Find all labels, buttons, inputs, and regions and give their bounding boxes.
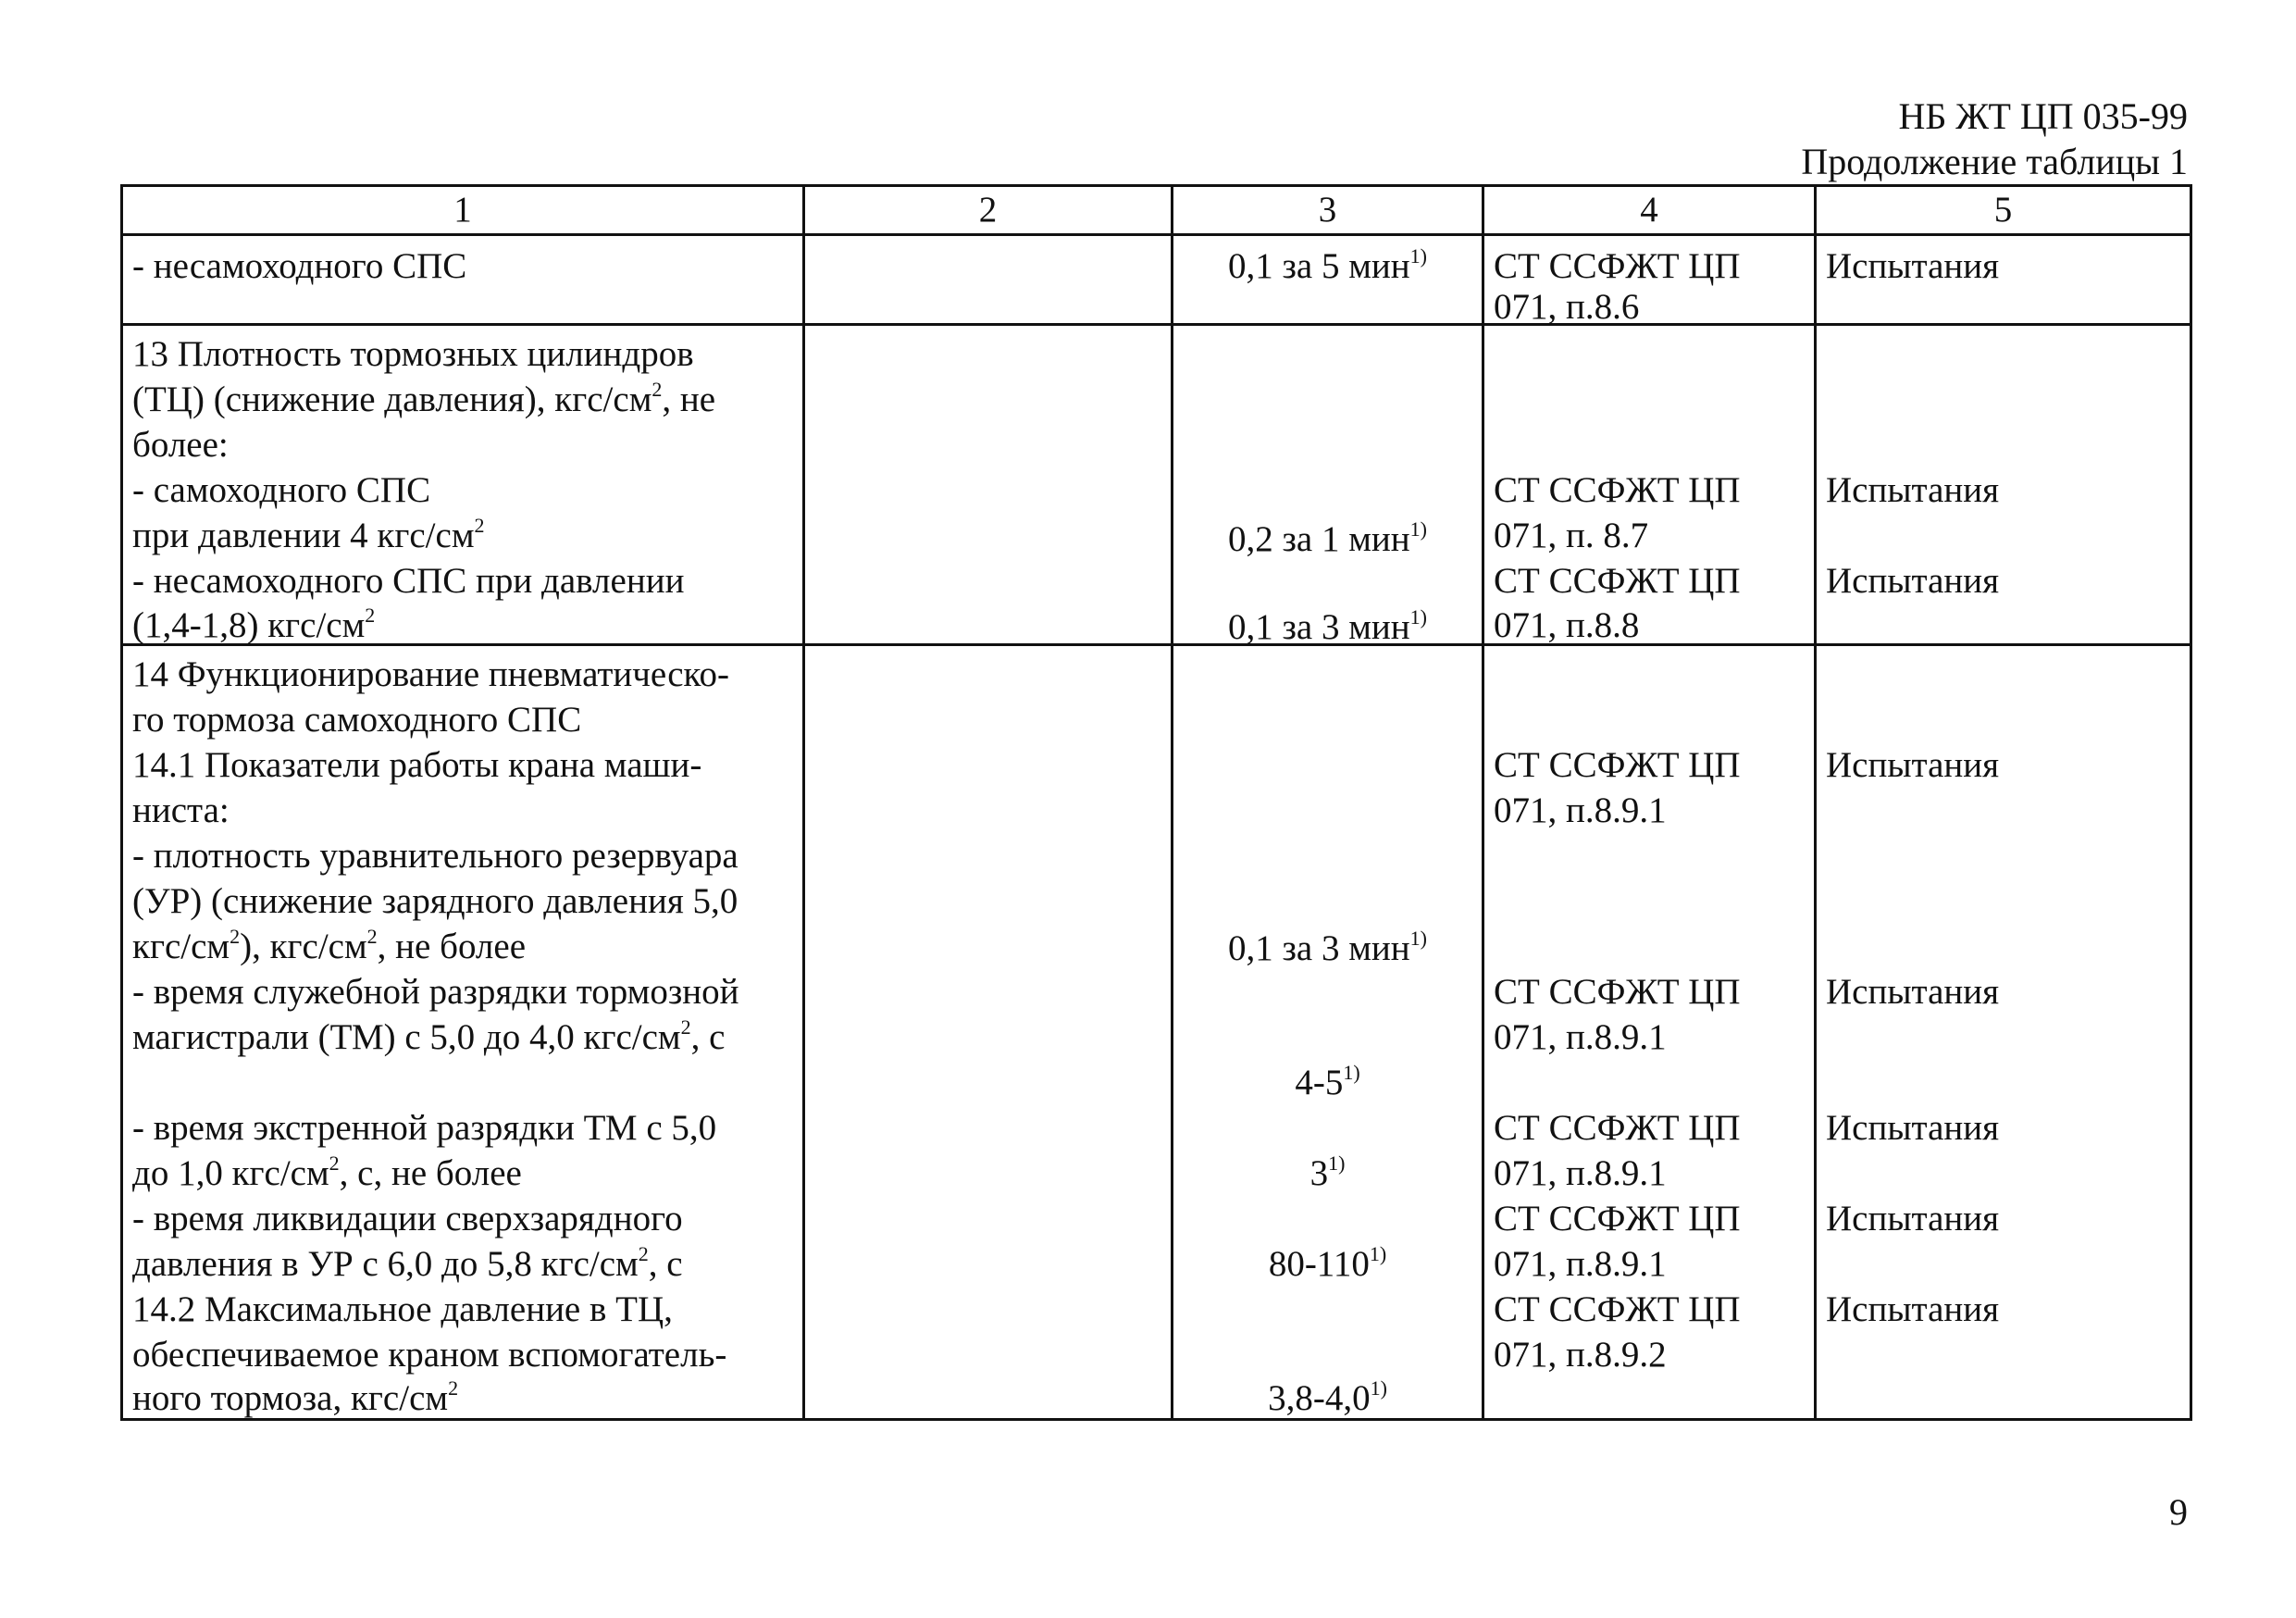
standard-line: 071, п.8.8 <box>1494 605 1640 645</box>
method-line: Испытания <box>1826 561 2000 601</box>
value-line: 0,1 за 5 мин$^{1)}$ <box>1228 244 1427 286</box>
parameter-line: кгс/$см^2$), кгс/$см^2$, не более <box>132 925 527 966</box>
parameter-line: - несамоходного СПС <box>132 246 467 286</box>
parameter-line: при давлении 4 кгс/$см^2$ <box>132 514 485 555</box>
parameter-line: го тормоза самоходного СПС <box>132 700 582 740</box>
standard-cell <box>1483 325 1816 645</box>
column-header-5: 5 <box>1816 186 2191 235</box>
table-header-row <box>122 186 2191 235</box>
parameter-line: (1,4-1,8) кгс/$см^2$ <box>132 604 376 645</box>
value-line: 0,1 за 3 мин$^{1)}$ <box>1228 927 1427 968</box>
parameter-line: 14.2 Максимальное давление в ТЦ, <box>132 1289 673 1329</box>
parameter-line: магистрали (ТМ) с 5,0 до 4,0 кгс/$см^2$, с <box>132 1015 726 1057</box>
standard-line: 071, п.8.9.1 <box>1494 790 1667 830</box>
standard-line: 071, п.8.9.2 <box>1494 1335 1667 1375</box>
method-line: Испытания <box>1826 1199 2000 1238</box>
parameter-line: (ТЦ) (снижение давления), кгс/$см^2$, не <box>132 378 716 419</box>
standard-line: СТ ССФЖТ ЦП <box>1494 1289 1741 1329</box>
method-line: Испытания <box>1826 972 2000 1012</box>
empty-cell <box>804 645 1173 1420</box>
column-header-1: 1 <box>122 186 804 235</box>
value-cell <box>1173 235 1483 325</box>
parameter-line: (УР) (снижение зарядного давления 5,0 <box>132 881 738 921</box>
value-cell <box>1173 645 1483 1420</box>
column-header-3: 3 <box>1173 186 1483 235</box>
standard-cell <box>1483 235 1816 325</box>
empty-cell <box>804 325 1173 645</box>
table-row <box>122 645 2191 1420</box>
method-line: Испытания <box>1826 246 2000 286</box>
parameter-line: - время экстренной разрядки ТМ с 5,0 <box>132 1108 717 1148</box>
standard-line: СТ ССФЖТ ЦП <box>1494 1108 1741 1148</box>
standard-line: СТ ССФЖТ ЦП <box>1494 972 1741 1012</box>
parameter-cell <box>122 325 804 645</box>
standard-line: 071, п.8.9.1 <box>1494 1153 1667 1193</box>
table-row <box>122 235 2191 325</box>
parameter-line: более: <box>132 425 229 465</box>
method-cell <box>1816 325 2191 645</box>
standard-line: 071, п.8.6 <box>1494 287 1640 327</box>
parameter-line: - время служебной разрядки тормозной <box>132 972 739 1012</box>
parameter-line: - время ликвидации сверхзарядного <box>132 1199 683 1238</box>
parameter-line: до 1,0 кгс/$см^2$, с, не более <box>132 1151 522 1193</box>
standard-line: 071, п.8.9.1 <box>1494 1017 1667 1057</box>
value-line: 3,8-4,0$^{1)}$ <box>1268 1376 1387 1418</box>
standard-line: СТ ССФЖТ ЦП <box>1494 561 1741 601</box>
standard-line: 071, п.8.9.1 <box>1494 1244 1667 1284</box>
value-line: 0,2 за 1 мин$^{1)}$ <box>1228 517 1427 559</box>
parameter-line: - самоходного СПС <box>132 470 431 510</box>
standard-line: СТ ССФЖТ ЦП <box>1494 1199 1741 1238</box>
parameter-line: обеспечиваемое краном вспомогатель- <box>132 1335 727 1375</box>
value-line: 3$^{1)}$ <box>1309 1151 1346 1193</box>
value-line: 0,1 за 3 мин$^{1)}$ <box>1228 605 1427 647</box>
method-cell <box>1816 645 2191 1420</box>
column-header-4: 4 <box>1483 186 1816 235</box>
method-line: Испытания <box>1826 1289 2000 1329</box>
parameter-line: 13 Плотность тормозных цилиндров <box>132 334 694 374</box>
parameter-cell <box>122 235 804 325</box>
parameter-cell <box>122 645 804 1420</box>
page-number: 9 <box>2169 1491 2188 1533</box>
parameter-line: ниста: <box>132 790 230 830</box>
table-continuation-caption: Продолжение таблицы 1 <box>1801 141 2188 182</box>
standard-line: СТ ССФЖТ ЦП <box>1494 246 1741 286</box>
parameter-line: 14 Функционирование пневматическо- <box>132 654 729 694</box>
value-cell <box>1173 325 1483 645</box>
parameter-line: давления в УР с 6,0 до 5,8 кгс/$см^2$, с <box>132 1242 683 1284</box>
table-row <box>122 325 2191 645</box>
parameter-line: ного тормоза, кгс/$см^2$ <box>132 1376 459 1418</box>
standard-line: СТ ССФЖТ ЦП <box>1494 470 1741 510</box>
method-cell <box>1816 235 2191 325</box>
parameter-line: - несамоходного СПС при давлении <box>132 561 685 601</box>
document-code: НБ ЖТ ЦП 035-99 <box>1898 95 2188 137</box>
specification-table <box>120 184 2192 1421</box>
standard-cell <box>1483 645 1816 1420</box>
column-header-2: 2 <box>804 186 1173 235</box>
empty-cell <box>804 235 1173 325</box>
value-line: 4-5$^{1)}$ <box>1295 1061 1360 1102</box>
standard-line: СТ ССФЖТ ЦП <box>1494 745 1741 785</box>
method-line: Испытания <box>1826 1108 2000 1148</box>
parameter-line: 14.1 Показатели работы крана маши- <box>132 745 702 785</box>
parameter-line: - плотность уравнительного резервуара <box>132 836 738 876</box>
standard-line: 071, п. 8.7 <box>1494 516 1649 555</box>
value-line: 80-110$^{1)}$ <box>1268 1242 1387 1284</box>
method-line: Испытания <box>1826 745 2000 785</box>
method-line: Испытания <box>1826 470 2000 510</box>
